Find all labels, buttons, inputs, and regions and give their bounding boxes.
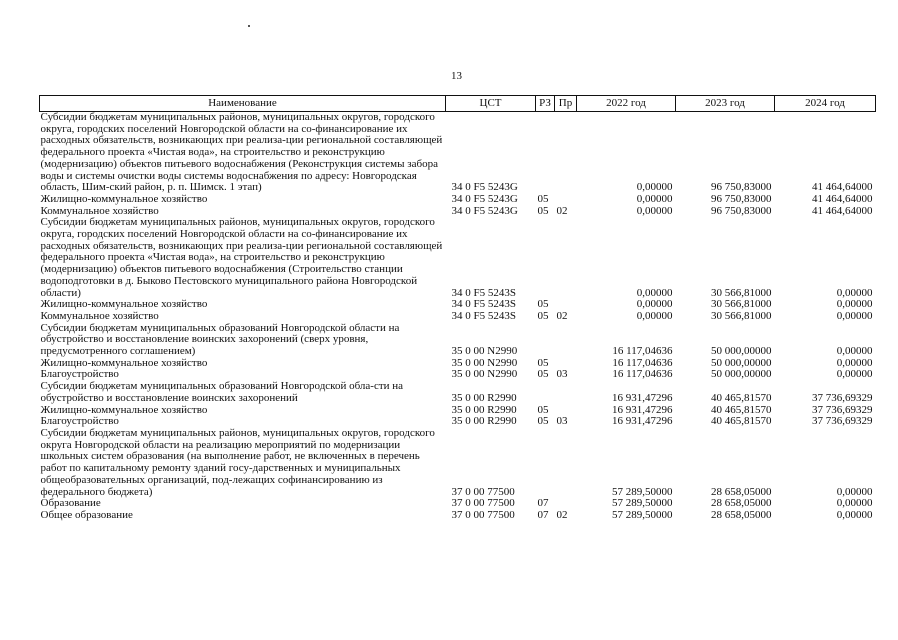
row-name: Благоустройство	[40, 368, 119, 381]
row-rz: 05	[537, 403, 549, 416]
row-rz: 05	[537, 415, 549, 428]
row-rz	[536, 381, 555, 404]
row-value-2023: 50 000,00000	[711, 356, 772, 369]
scan-speck	[248, 25, 250, 27]
row-rz: 05	[537, 204, 549, 217]
row-name: Жилищно-коммунальное хозяйство	[40, 356, 208, 369]
row-value-2022: 16 931,47296	[612, 415, 673, 428]
row-value-2024: 37 736,69329	[812, 403, 873, 416]
row-rz: 05	[537, 356, 549, 369]
row-value-2024: 41 464,64000	[812, 204, 873, 217]
row-value-2023: 28 658,05000	[711, 508, 772, 521]
row-pr: 02	[556, 204, 568, 217]
row-value-2024: 0,00000	[836, 485, 873, 498]
row-value-2024: 41 464,64000	[812, 181, 873, 194]
row-pr: 03	[556, 368, 568, 381]
row-cst: 34 0 F5 5243S	[451, 286, 516, 299]
row-value-2023: 50 000,00000	[711, 368, 772, 381]
row-name: Коммунальное хозяйство	[40, 309, 159, 322]
row-value-2024: 0,00000	[836, 309, 873, 322]
row-rz: 07	[537, 497, 549, 510]
row-value-2023: 28 658,05000	[711, 497, 772, 510]
row-cst: 34 0 F5 5243G	[451, 181, 518, 194]
table-body	[40, 112, 876, 522]
row-value-2022: 57 289,50000	[612, 497, 673, 510]
row-value-2023: 30 566,81000	[711, 298, 772, 311]
row-name: Коммунальное хозяйство	[40, 204, 159, 217]
budget-table	[39, 95, 876, 522]
row-name: Жилищно-коммунальное хозяйство	[40, 298, 208, 311]
row-rz: 05	[537, 368, 549, 381]
table-row	[40, 323, 876, 358]
table-row	[40, 194, 876, 206]
row-value-2024: 0,00000	[836, 345, 873, 358]
row-value-2024: 0,00000	[836, 497, 873, 510]
table-row	[40, 381, 876, 404]
table-row	[40, 217, 876, 299]
row-value-2023: 28 658,05000	[711, 485, 772, 498]
row-pr	[555, 428, 577, 498]
row-value-2024: 0,00000	[836, 298, 873, 311]
row-value-2022: 16 117,04636	[612, 368, 673, 381]
row-name: Субсидии бюджетам муниципальных районов, муниципальных округов, городского округа, городских поселений Новгородской области на со-финансирование их расходных обязательств, возникающих при реализа-ции региональной составляющей федерального проекта «Чистая вода», на строительство и реконструкцию (модернизацию) объектов питьевого водоснабжения (Строительство станции водоподготовки в д. Быково Пестовского муниципального района Новгородской области)	[40, 216, 443, 299]
row-pr	[555, 381, 577, 404]
row-value-2024: 0,00000	[836, 368, 873, 381]
row-cst: 35 0 00 R2990	[451, 391, 517, 404]
row-value-2023: 50 000,00000	[711, 345, 772, 358]
row-rz: 05	[537, 309, 549, 322]
row-name: Субсидии бюджетам муниципальных районов, муниципальных округов, городского округа, городских поселений Новгородской области на со-финансирование их расходных обязательств, возникающих при реализа-ции региональной составляющей федерального проекта «Чистая вода», на строительство и реконструкцию (модернизацию) объектов питьевого водоснабжения (Реконструкция системы забора воды и системы очистки воды системы водоснабжения по адресу: Новгородская область, Шим-ский район, р. п. Шимск. 1 этап)	[40, 111, 443, 194]
row-value-2024: 41 464,64000	[812, 192, 873, 205]
row-value-2023: 30 566,81000	[711, 309, 772, 322]
row-value-2023: 40 465,81570	[711, 415, 772, 428]
row-cst: 34 0 F5 5243G	[451, 192, 518, 205]
row-value-2023: 40 465,81570	[711, 391, 772, 404]
header-pr: Пр	[555, 96, 577, 112]
row-value-2023: 40 465,81570	[711, 403, 772, 416]
row-cst: 37 0 00 77500	[451, 508, 515, 521]
header-row	[40, 96, 876, 112]
row-name: Субсидии бюджетам муниципальных образований Новгородской области на обустройство и восстановление воинских захоронений (сверх уровня, предусмотренного соглашением)	[40, 321, 400, 358]
row-cst: 37 0 00 77500	[451, 485, 515, 498]
row-cst: 34 0 F5 5243G	[451, 204, 518, 217]
row-value-2022: 57 289,50000	[612, 485, 673, 498]
table-row	[40, 311, 876, 323]
row-value-2024: 37 736,69329	[812, 391, 873, 404]
row-value-2023: 96 750,83000	[711, 192, 772, 205]
row-rz: 05	[537, 298, 549, 311]
header-cst: ЦСТ	[446, 96, 536, 112]
row-value-2022: 16 117,04636	[612, 356, 673, 369]
row-cst: 35 0 00 R2990	[451, 403, 517, 416]
page-number: 13	[451, 70, 462, 82]
row-cst: 35 0 00 N2990	[451, 356, 518, 369]
row-value-2022: 0,00000	[636, 286, 673, 299]
row-rz	[536, 112, 555, 194]
row-name: Жилищно-коммунальное хозяйство	[40, 403, 208, 416]
row-value-2023: 96 750,83000	[711, 204, 772, 217]
row-pr	[555, 217, 577, 299]
row-value-2023: 96 750,83000	[711, 181, 772, 194]
row-rz: 05	[537, 192, 549, 205]
row-value-2024: 0,00000	[836, 508, 873, 521]
row-value-2022: 0,00000	[636, 204, 673, 217]
row-rz	[536, 323, 555, 358]
row-value-2022: 16 931,47296	[612, 391, 673, 404]
row-value-2022: 0,00000	[636, 309, 673, 322]
table-header	[40, 96, 876, 112]
row-name: Субсидии бюджетам муниципальных образований Новгородской обла-сти на обустройство и восстановление воинских захоронений	[40, 380, 404, 404]
row-value-2024: 37 736,69329	[812, 415, 873, 428]
row-value-2022: 57 289,50000	[612, 508, 673, 521]
row-pr: 02	[556, 508, 568, 521]
row-name: Жилищно-коммунальное хозяйство	[40, 192, 208, 205]
row-pr	[555, 112, 577, 194]
row-cst: 34 0 F5 5243S	[451, 309, 516, 322]
header-year-2024: 2024 год	[775, 96, 876, 112]
row-value-2024: 0,00000	[836, 286, 873, 299]
header-name: Наименование	[40, 96, 446, 112]
table-row	[40, 428, 876, 498]
row-pr	[555, 194, 577, 206]
row-rz	[536, 217, 555, 299]
row-rz	[536, 428, 555, 498]
table-row	[40, 112, 876, 194]
row-value-2022: 0,00000	[636, 298, 673, 311]
row-name: Благоустройство	[40, 415, 119, 428]
header-year-2023: 2023 год	[676, 96, 775, 112]
header-rz: РЗ	[536, 96, 555, 112]
row-name: Образование	[40, 497, 101, 510]
row-cst: 37 0 00 77500	[451, 497, 515, 510]
row-value-2022: 16 931,47296	[612, 403, 673, 416]
row-cst: 34 0 F5 5243S	[451, 298, 516, 311]
row-pr: 03	[556, 415, 568, 428]
row-value-2023: 30 566,81000	[711, 286, 772, 299]
table-row	[40, 510, 876, 522]
row-value-2022: 16 117,04636	[612, 345, 673, 358]
row-cst: 35 0 00 R2990	[451, 415, 517, 428]
row-name: Общее образование	[40, 508, 133, 521]
row-name: Субсидии бюджетам муниципальных районов, муниципальных округов, городского округа Новгородской области на реализацию мероприятий по модернизации школьных систем образования (на выполнение работ, не включенных в перечень работ по капитальному ремонту зданий госу-дарственных и муниципальных общеобразовательных организаций, под-лежащих софинансированию из федерального бюджета)	[40, 426, 435, 498]
row-cst: 35 0 00 N2990	[451, 345, 518, 358]
row-pr: 02	[556, 309, 568, 322]
row-cst: 35 0 00 N2990	[451, 368, 518, 381]
row-value-2022: 0,00000	[636, 181, 673, 194]
header-year-2022: 2022 год	[577, 96, 676, 112]
row-value-2022: 0,00000	[636, 192, 673, 205]
row-value-2024: 0,00000	[836, 356, 873, 369]
row-pr	[555, 323, 577, 358]
row-rz: 07	[537, 508, 549, 521]
